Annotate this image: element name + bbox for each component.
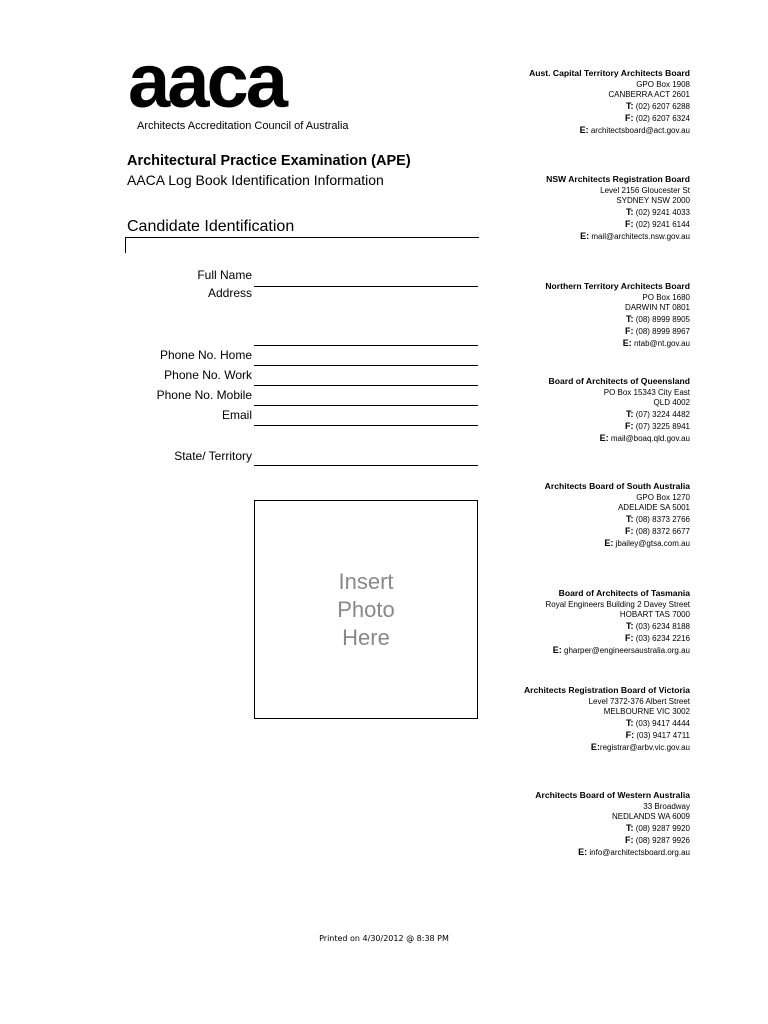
board-email: gharper@engineersaustralia.org.au [564,645,690,655]
board-address-2: DARWIN NT 0801 [624,303,690,313]
label-state: State/ Territory [174,449,252,463]
board-name: Board of Architects of Tasmania [558,588,690,598]
board-address-1: GPO Box 1908 [636,79,690,89]
section-title-candidate: Candidate Identification [127,218,295,235]
email-field[interactable] [254,425,478,426]
board-email: jbailey@gtsa.com.au [615,538,690,548]
fax-label: F: [625,420,634,431]
label-phone-work: Phone No. Work [164,368,252,382]
print-timestamp: Printed on 4/30/2012 @ 8:38 PM [319,934,449,943]
board-name: NSW Architects Registration Board [546,174,690,184]
board-email: ntab@nt.gov.au [633,338,690,348]
board-address-1: GPO Box 1270 [636,492,690,502]
board-fax: (03) 9417 4711 [636,730,690,740]
board-phone: (07) 3224 4482 [635,410,690,420]
email-label: E: [599,432,609,443]
board-email: registrar@arbv.vic.gov.au [599,742,690,752]
board-address-2: SYDNEY NSW 2000 [616,196,690,206]
email-label: E: [604,537,614,548]
board-fax: (02) 9241 6144 [635,219,690,229]
label-phone-home: Phone No. Home [159,348,252,362]
board-email: info@architectsboard.org.au [589,847,690,857]
board-fax: (08) 8372 6677 [635,526,690,536]
board-fax: (02) 6207 6324 [635,113,690,123]
board-name: Architects Registration Board of Victoria [523,685,690,695]
photo-text-2: Photo [337,596,395,622]
board-address-1: Royal Engineers Building 2 Davey Street [545,599,690,609]
phone-label: T: [626,207,634,218]
document-title: Architectural Practice Examination (APE) [127,153,411,169]
email-label: E: [579,124,589,135]
aaca-logo: aaca [128,39,286,124]
full-name-field[interactable] [254,286,478,287]
board-email: mail@boaq.qld.gov.au [610,433,690,443]
state-field[interactable] [254,465,478,466]
phone-label: T: [626,718,634,729]
section-divider [125,237,479,253]
photo-placeholder[interactable] [254,500,478,719]
phone-label: T: [626,101,634,112]
label-full-name: Full Name [197,268,252,282]
fax-label: F: [625,325,634,336]
board-phone: (08) 8999 8905 [635,315,690,325]
board-wa [450,790,690,858]
fax-label: F: [625,525,634,536]
board-tas [450,588,690,656]
board-sa [450,481,690,549]
photo-text-1: Insert [338,568,394,594]
board-address-2: NEDLANDS WA 6009 [612,812,690,822]
board-address-1: PO Box 15343 City East [603,387,690,397]
document-subtitle: AACA Log Book Identification Information [127,172,384,188]
board-name: Northern Territory Architects Board [545,281,690,291]
phone-label: T: [626,314,634,325]
board-address-1: Level 2156 Gloucester St [600,185,690,195]
board-phone: (02) 6207 6288 [635,102,690,112]
board-nt [450,281,690,349]
fax-label: F: [625,834,634,845]
board-address-1: 33 Broadway [643,801,690,811]
email-label: E: [580,230,590,241]
board-phone: (08) 8373 2766 [635,515,690,525]
board-phone: (02) 9241 4033 [635,208,690,218]
board-fax: (08) 9287 9926 [635,835,690,845]
board-phone: (08) 9287 9920 [635,824,690,834]
label-address: Address [207,286,252,300]
label-phone-mobile: Phone No. Mobile [156,388,252,402]
fax-label: F: [625,729,635,740]
phone-label: T: [626,823,634,834]
board-qld [450,376,690,444]
board-act [450,68,690,136]
label-email: Email [221,408,252,422]
email-label: E: [622,337,632,348]
board-vic [450,685,690,753]
board-address-2: ADELAIDE SA 5001 [617,503,690,513]
board-address-2: HOBART TAS 7000 [619,610,690,620]
phone-label: T: [626,621,634,632]
phone-label: T: [626,514,634,525]
board-phone: (03) 9417 4444 [635,719,690,729]
board-name: Architects Board of South Australia [544,481,690,491]
board-email: architectsboard@act.gov.au [590,125,690,135]
logo-subtitle: Architects Accreditation Council of Australia [137,120,349,132]
board-address-2: CANBERRA ACT 2601 [608,90,690,100]
board-address-1: PO Box 1680 [642,292,690,302]
phone-work-field[interactable] [254,385,478,386]
board-email: mail@architects.nsw.gov.au [591,231,690,241]
board-address-2: MELBOURNE VIC 3002 [603,707,690,717]
phone-home-field[interactable] [254,365,478,366]
board-phone: (03) 6234 8188 [635,622,690,632]
board-address-1: Level 7372-376 Albert Street [588,696,690,706]
phone-label: T: [626,409,634,420]
board-name: Architects Board of Western Australia [535,790,690,800]
board-name: Board of Architects of Queensland [548,376,690,386]
email-label: E: [578,846,588,857]
address-field[interactable] [254,345,478,346]
fax-label: F: [625,632,634,643]
board-fax: (08) 8999 8967 [635,326,690,336]
fax-label: F: [625,218,634,229]
board-name: Aust. Capital Territory Architects Board [529,68,690,78]
photo-text-3: Here [342,624,390,650]
fax-label: F: [625,112,634,123]
board-fax: (07) 3225 8941 [635,421,690,431]
phone-mobile-field[interactable] [254,405,478,406]
board-nsw [450,174,690,242]
email-label: E: [590,741,600,752]
email-label: E: [552,644,562,655]
board-address-2: QLD 4002 [653,398,690,408]
board-fax: (03) 6234 2216 [635,633,690,643]
